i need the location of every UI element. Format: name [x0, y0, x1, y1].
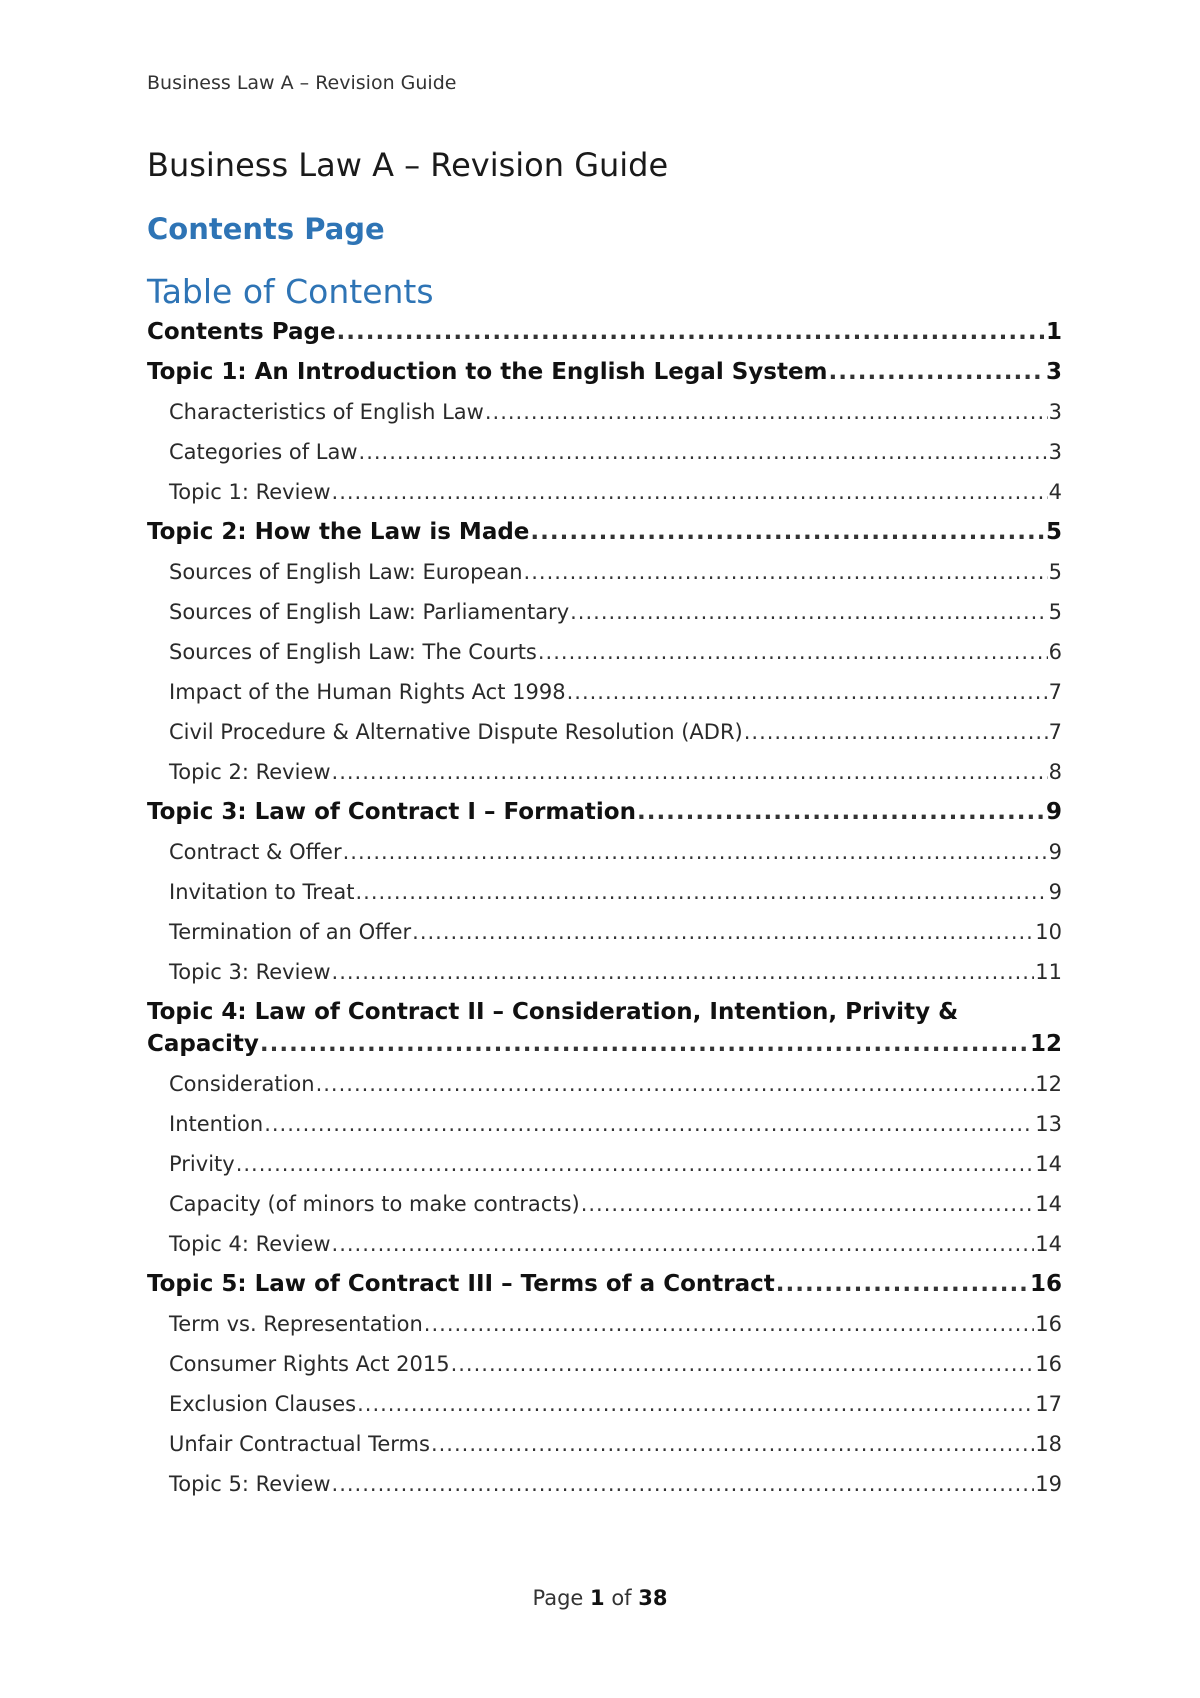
toc-entry-label: Topic 1: Review — [169, 480, 331, 504]
toc-entry-label: Topic 1: An Introduction to the English Legal System — [147, 359, 828, 385]
toc-entry-subtopic[interactable] — [147, 1468, 1062, 1500]
toc-entry-subtopic[interactable] — [147, 1228, 1062, 1260]
toc-entry-page-number: 11 — [1035, 960, 1062, 984]
toc-entry-label: Topic 4: Law of Contract II – Consideration, Intention, Privity & — [147, 999, 959, 1025]
toc-entry-subtopic[interactable] — [147, 556, 1062, 588]
toc-dot-leader — [744, 716, 1048, 748]
toc-dot-leader — [332, 476, 1048, 508]
toc-entry-label: Topic 5: Review — [169, 1472, 331, 1496]
toc-entry-subtopic[interactable] — [147, 916, 1062, 948]
toc-entry-label: Topic 2: How the Law is Made — [147, 519, 530, 545]
toc-dot-leader — [431, 1428, 1034, 1460]
toc-entry-page-number: 4 — [1048, 480, 1062, 504]
toc-entry-label: Unfair Contractual Terms — [169, 1432, 430, 1456]
toc-entry-page-number: 5 — [1048, 600, 1062, 624]
toc-entry-label: Categories of Law — [169, 440, 358, 464]
toc-entry-label: Privity — [169, 1152, 235, 1176]
toc-entry-label: Topic 3: Review — [169, 960, 331, 984]
toc-entry-subtopic[interactable] — [147, 756, 1062, 788]
toc-entry-page-number: 16 — [1029, 1271, 1062, 1297]
toc-entry-label: Impact of the Human Rights Act 1998 — [169, 680, 566, 704]
toc-entry-topic[interactable] — [147, 516, 1062, 548]
toc-entry-subtopic[interactable] — [147, 1068, 1062, 1100]
toc-entry-label: Consideration — [169, 1072, 315, 1096]
toc-entry-page-number: 14 — [1035, 1232, 1062, 1256]
toc-entry-topic[interactable] — [147, 796, 1062, 828]
toc-entry-page-number: 7 — [1048, 720, 1062, 744]
toc-entry-page-number: 14 — [1035, 1192, 1062, 1216]
toc-entry-subtopic[interactable] — [147, 716, 1062, 748]
toc-entry-page-number: 9 — [1045, 799, 1062, 825]
toc-entry-page-number: 10 — [1035, 920, 1062, 944]
toc-dot-leader — [332, 1228, 1035, 1260]
toc-dot-leader — [570, 596, 1048, 628]
running-header: Business Law A – Revision Guide — [147, 72, 457, 94]
toc-entry-continuation — [147, 1028, 1062, 1060]
toc-dot-leader — [264, 1108, 1034, 1140]
toc-dot-leader — [343, 836, 1048, 868]
toc-entry-page-number: 3 — [1048, 440, 1062, 464]
toc-entry-label: Topic 4: Review — [169, 1232, 331, 1256]
toc-entry-label: Capacity (of minors to make contracts) — [169, 1192, 580, 1216]
toc-entry-label: Termination of an Offer — [169, 920, 412, 944]
toc-dot-leader — [829, 356, 1045, 388]
toc-entry-page-number: 9 — [1048, 840, 1062, 864]
toc-dot-leader — [359, 436, 1048, 468]
toc-entry-label-continued: Capacity — [147, 1031, 259, 1057]
toc-entry-page-number: 16 — [1035, 1312, 1062, 1336]
toc-entry-subtopic[interactable] — [147, 876, 1062, 908]
toc-dot-leader — [332, 1468, 1035, 1500]
toc-entry-page-number: 9 — [1048, 880, 1062, 904]
footer-total-pages: 38 — [638, 1586, 668, 1610]
toc-entry-page-number: 18 — [1035, 1432, 1062, 1456]
toc-entry-subtopic[interactable] — [147, 956, 1062, 988]
toc-entry-subtopic[interactable] — [147, 1188, 1062, 1220]
toc-dot-leader — [637, 796, 1045, 828]
toc-dot-leader — [776, 1268, 1029, 1300]
toc-dot-leader — [567, 676, 1048, 708]
toc-entry-label: Contents Page — [147, 319, 336, 345]
toc-entry-page-number: 5 — [1045, 519, 1062, 545]
toc-entry-subtopic[interactable] — [147, 476, 1062, 508]
footer-page-word: Page — [532, 1586, 584, 1610]
toc-entry-subtopic[interactable] — [147, 636, 1062, 668]
toc-entry-label: Contract & Offer — [169, 840, 342, 864]
toc-entry-page-number: 7 — [1048, 680, 1062, 704]
toc-entry-page-number: 3 — [1045, 359, 1062, 385]
page-footer — [0, 1586, 1200, 1610]
toc-entry-page-number: 8 — [1048, 760, 1062, 784]
footer-current-page: 1 — [590, 1586, 605, 1610]
toc-entry-topic[interactable] — [147, 316, 1062, 348]
toc-dot-leader — [581, 1188, 1035, 1220]
toc-dot-leader — [538, 636, 1048, 668]
toc-entry-label: Topic 2: Review — [169, 760, 331, 784]
toc-entry-page-number: 6 — [1048, 640, 1062, 664]
toc-dot-leader — [485, 396, 1048, 428]
document-title: Business Law A – Revision Guide — [147, 146, 669, 184]
toc-entry-page-number: 14 — [1035, 1152, 1062, 1176]
toc-title: Table of Contents — [147, 272, 434, 311]
toc-dot-leader — [524, 556, 1048, 588]
toc-entry-subtopic[interactable] — [147, 436, 1062, 468]
toc-entry-label: Sources of English Law: The Courts — [169, 640, 537, 664]
toc-dot-leader — [530, 516, 1045, 548]
toc-entry-label: Topic 3: Law of Contract I – Formation — [147, 799, 636, 825]
toc-entry-label: Consumer Rights Act 2015 — [169, 1352, 450, 1376]
toc-entry-label: Civil Procedure & Alternative Dispute Resolution (ADR) — [169, 720, 743, 744]
toc-dot-leader — [316, 1068, 1035, 1100]
table-of-contents — [147, 316, 1062, 1500]
toc-entry-label: Intention — [169, 1112, 264, 1136]
toc-entry-subtopic[interactable] — [147, 596, 1062, 628]
toc-dot-leader — [332, 956, 1035, 988]
toc-dot-leader — [337, 316, 1045, 348]
toc-dot-leader — [424, 1308, 1034, 1340]
toc-entry-subtopic[interactable] — [147, 1108, 1062, 1140]
toc-entry-subtopic[interactable] — [147, 1308, 1062, 1340]
toc-dot-leader — [332, 756, 1048, 788]
toc-entry-page-number: 3 — [1048, 400, 1062, 424]
toc-entry-page-number: 1 — [1045, 319, 1062, 345]
toc-entry-subtopic[interactable] — [147, 836, 1062, 868]
toc-entry-subtopic[interactable] — [147, 676, 1062, 708]
toc-entry-label: Term vs. Representation — [169, 1312, 423, 1336]
toc-entry-page-number: 13 — [1035, 1112, 1062, 1136]
toc-entry-topic[interactable] — [147, 1268, 1062, 1300]
contents-heading: Contents Page — [147, 212, 385, 246]
toc-entry-subtopic[interactable] — [147, 1348, 1062, 1380]
toc-entry-label: Exclusion Clauses — [169, 1392, 357, 1416]
toc-entry-label: Topic 5: Law of Contract III – Terms of a Contract — [147, 1271, 775, 1297]
toc-entry-label: Invitation to Treat — [169, 880, 355, 904]
toc-entry-label: Sources of English Law: Parliamentary — [169, 600, 570, 624]
toc-dot-leader — [412, 916, 1034, 948]
toc-entry-page-number: 5 — [1048, 560, 1062, 584]
toc-entry-subtopic[interactable] — [147, 1428, 1062, 1460]
toc-entry-label: Sources of English Law: European — [169, 560, 523, 584]
toc-dot-leader — [236, 1148, 1035, 1180]
toc-entry-page-number: 12 — [1035, 1072, 1062, 1096]
toc-entry-topic[interactable] — [147, 356, 1062, 388]
toc-entry-subtopic[interactable] — [147, 396, 1062, 428]
toc-dot-leader — [451, 1348, 1035, 1380]
toc-dot-leader — [355, 876, 1047, 908]
toc-entry-subtopic[interactable] — [147, 1148, 1062, 1180]
toc-entry-topic[interactable] — [147, 996, 1062, 1060]
toc-entry-page-number: 17 — [1035, 1392, 1062, 1416]
toc-entry-subtopic[interactable] — [147, 1388, 1062, 1420]
toc-dot-leader — [260, 1028, 1029, 1060]
toc-entry-page-number: 19 — [1035, 1472, 1062, 1496]
toc-entry-page-number: 12 — [1029, 1031, 1062, 1057]
toc-dot-leader — [357, 1388, 1034, 1420]
toc-entry-label: Characteristics of English Law — [169, 400, 484, 424]
toc-entry-page-number: 16 — [1035, 1352, 1062, 1376]
footer-of-word: of — [611, 1586, 632, 1610]
